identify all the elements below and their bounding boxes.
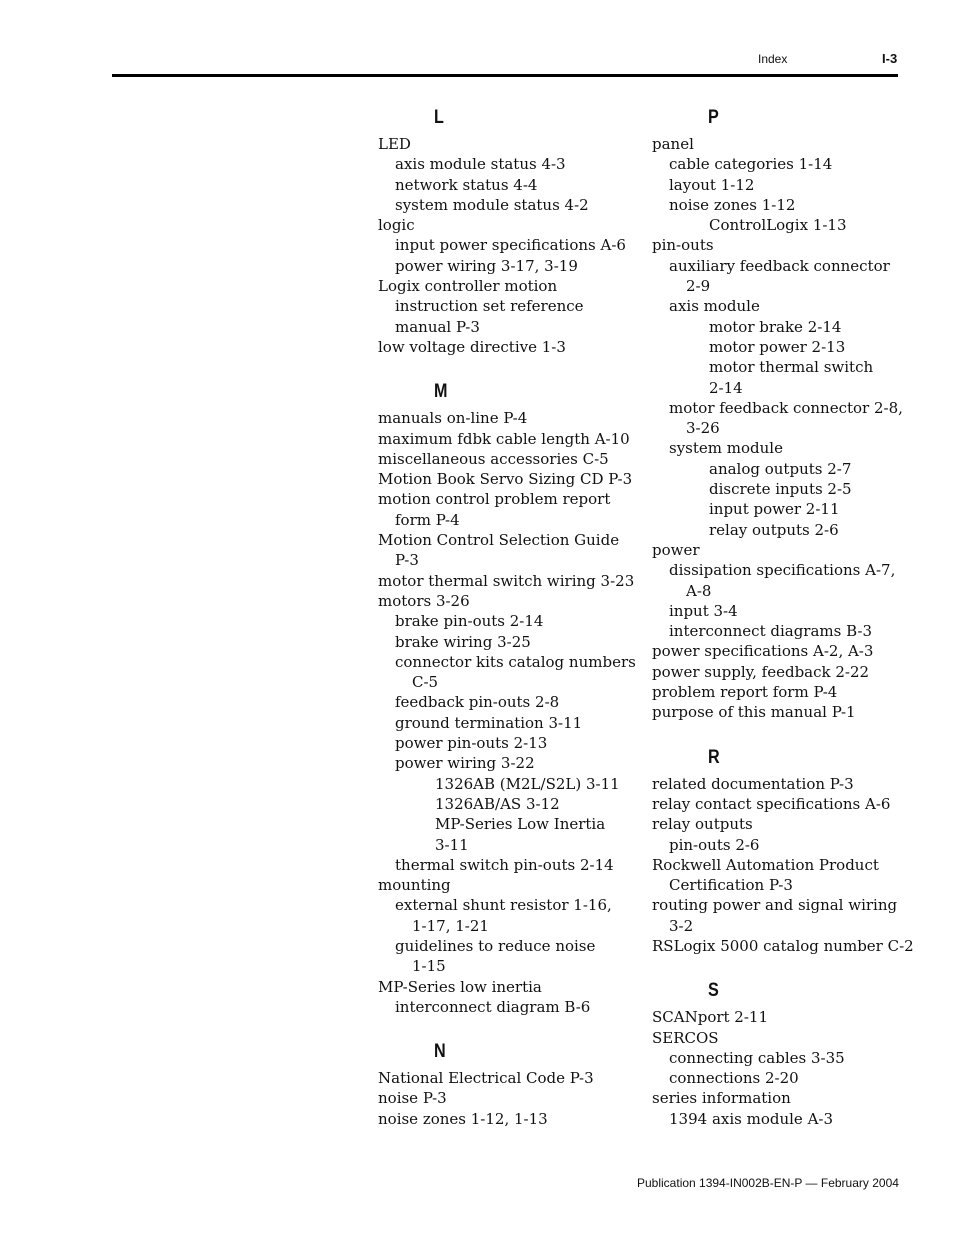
index-entry: relay contact specifications A-6 <box>652 794 891 813</box>
index-subentry: feedback pin-outs 2-8 <box>395 693 560 712</box>
index-entry: manuals on-line P-4 <box>378 409 528 428</box>
index-subentry-continuation: 3-26 <box>686 419 720 438</box>
index-subsubentry: input power 2-11 <box>709 500 840 519</box>
index-entry: mounting <box>378 876 451 895</box>
index-subentry-continuation: A-8 <box>686 581 712 600</box>
section-letter-r: R <box>708 746 720 768</box>
index-entry: National Electrical Code P-3 <box>378 1069 594 1088</box>
section-letter-p: P <box>708 107 719 128</box>
index-entry: series information <box>652 1089 791 1108</box>
index-entry: power supply, feedback 2-22 <box>652 662 870 681</box>
index-entry: SCANport 2-11 <box>652 1008 769 1027</box>
index-subentry: 1394 axis module A-3 <box>669 1109 834 1128</box>
index-subsubentry: motor thermal switch <box>709 358 874 377</box>
index-entry: panel <box>652 135 694 153</box>
index-entry: MP-Series low inertia <box>378 977 542 996</box>
index-subentry: auxiliary feedback connector <box>669 256 890 275</box>
index-entry: noise P-3 <box>378 1089 447 1108</box>
index-subsubentry: discrete inputs 2-5 <box>709 480 852 499</box>
index-entry: motion control problem report <box>378 490 611 509</box>
index-subentry: connecting cables 3-35 <box>669 1048 845 1067</box>
index-entry: related documentation P-3 <box>652 774 854 793</box>
index-entry-continuation: P-3 <box>395 551 419 570</box>
section-letter-l: L <box>434 107 444 128</box>
index-subentry-continuation: 1-15 <box>412 957 446 976</box>
index-subentry-continuation: C-5 <box>412 673 439 692</box>
index-subsubentry: 1326AB/AS 3-12 <box>435 794 560 813</box>
index-subentry: brake wiring 3-25 <box>395 632 531 651</box>
index-subentry: dissipation specifications A-7, <box>669 561 896 580</box>
index-entry: logic <box>378 216 415 235</box>
index-entry: motors 3-26 <box>378 591 470 610</box>
index-entry: low voltage directive 1-3 <box>378 337 566 356</box>
index-subsubentry: MP-Series Low Inertia <box>435 815 606 834</box>
page-number: I-3 <box>882 51 898 66</box>
header-rule <box>112 74 898 77</box>
index-subentry: brake pin-outs 2-14 <box>395 612 544 631</box>
index-subentry: external shunt resistor 1-16, <box>395 896 612 915</box>
index-subentry: noise zones 1-12 <box>669 195 796 214</box>
index-subentry: interconnect diagrams B-3 <box>669 622 873 641</box>
index-subsubentry: motor power 2-13 <box>709 337 846 356</box>
index-subentry: power wiring 3-17, 3-19 <box>395 256 578 275</box>
index-entry: Motion Control Selection Guide <box>378 531 620 550</box>
section-letter-n: N <box>434 1041 446 1063</box>
index-subsubentry: ControlLogix 1-13 <box>709 216 847 235</box>
index-entry: power specifications A-2, A-3 <box>652 642 874 661</box>
index-column-right <box>652 104 914 1129</box>
index-entry: LED <box>378 135 411 153</box>
index-subentry: guidelines to reduce noise <box>395 936 596 955</box>
index-entry: noise zones 1-12, 1-13 <box>378 1109 548 1128</box>
index-entry-continuation: form P-4 <box>395 510 460 529</box>
index-entry: Motion Book Servo Sizing CD P-3 <box>378 470 633 489</box>
index-column-left <box>378 104 640 1129</box>
index-subsubentry: analog outputs 2-7 <box>709 459 852 478</box>
index-entry: problem report form P-4 <box>652 683 838 702</box>
index-subsubentry: 1326AB (M2L/S2L) 3-11 <box>435 774 620 793</box>
index-subentry: input power specifications A-6 <box>395 236 626 255</box>
index-subsubentry: motor brake 2-14 <box>709 317 842 336</box>
index-entry: Rockwell Automation Product <box>652 855 879 874</box>
index-subsubentry: relay outputs 2-6 <box>709 520 839 539</box>
index-subentry: system module <box>669 439 783 458</box>
index-entry: RSLogix 5000 catalog number C-2 <box>652 936 914 955</box>
index-subentry: power pin-outs 2-13 <box>395 734 548 753</box>
index-subentry-continuation: 2-9 <box>686 277 711 296</box>
index-subentry: input 3-4 <box>669 601 738 620</box>
running-header-section: Index <box>758 52 788 66</box>
index-subentry-continuation: 1-17, 1-21 <box>412 916 489 935</box>
section-letter-m: M <box>434 381 448 403</box>
index-subentry: power wiring 3-22 <box>395 754 535 773</box>
index-entry: miscellaneous accessories C-5 <box>378 449 609 468</box>
publication-footer: Publication 1394-IN002B-EN-P — February 2004 <box>637 1176 899 1190</box>
index-subentry: motor feedback connector 2-8, <box>669 398 903 417</box>
section-letter-s: S <box>708 980 719 1002</box>
index-entry-continuation: 3-2 <box>669 916 694 935</box>
index-subentry: pin-outs 2-6 <box>669 835 760 854</box>
index-subentry: layout 1-12 <box>669 175 755 194</box>
index-subentry: system module status 4-2 <box>395 195 589 214</box>
index-subentry: cable categories 1-14 <box>669 155 833 174</box>
index-subentry: connections 2-20 <box>669 1069 799 1088</box>
index-entry: pin-outs <box>652 236 714 255</box>
index-entry-continuation: Certification P-3 <box>669 876 793 895</box>
index-subentry: network status 4-4 <box>395 175 538 194</box>
index-entry-continuation: manual P-3 <box>395 317 480 336</box>
index-entry: maximum fdbk cable length A-10 <box>378 429 630 448</box>
index-entry: motor thermal switch wiring 3-23 <box>378 571 635 590</box>
index-subsubentry-continuation: 2-14 <box>709 378 743 397</box>
index-entry-continuation: instruction set reference <box>395 297 584 316</box>
index-entry: purpose of this manual P-1 <box>652 703 856 722</box>
index-subentry: axis module status 4-3 <box>395 155 566 174</box>
index-entry: SERCOS <box>652 1028 719 1047</box>
index-subentry: interconnect diagram B-6 <box>395 997 591 1016</box>
index-entry: Logix controller motion <box>378 277 558 296</box>
index-subsubentry-continuation: 3-11 <box>435 835 469 854</box>
index-entry: routing power and signal wiring <box>652 896 898 915</box>
index-subentry: axis module <box>669 297 760 316</box>
index-subentry: ground termination 3-11 <box>395 713 583 732</box>
index-entry: relay outputs <box>652 815 753 834</box>
index-subentry: connector kits catalog numbers <box>395 652 636 671</box>
index-entry: power <box>652 540 700 559</box>
index-subentry: thermal switch pin-outs 2-14 <box>395 855 614 874</box>
